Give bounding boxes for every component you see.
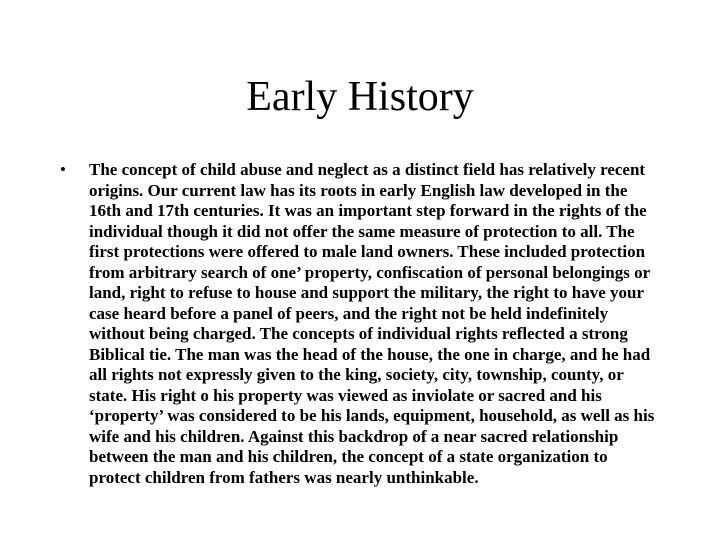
slide-title: Early History [246,74,474,120]
bullet-marker: • [60,160,66,179]
bullet-text: The concept of child abuse and neglect as a distinct field has relatively recent origins. Our current law has its roots in early English law developed in the 16th and 17th centuries. It was an important step forward in the rights of the individual though it did not offer the same measure of protection to all. The first protections were offered to male land owners. These included protection from arbitrary search of one’ property, confiscation of personal belongings or land, right to refuse to house and support the military, the right to have your case heard before a panel of peers, and the right not be held indefinitely without being charged. The concepts of individual rights reflected a strong Biblical tie. The man was the head of the house, the one in charge, and he had all rights not expressly given to the king, society, city, township, county, or state. His right o his property was viewed as inviolate or sacred and his ‘property’ was considered to be his lands, equipment, household, as well as his wife and his children. Against this backdrop of a near sacred relationship between the man and his children, the concept of a state organization to protect children from fathers was nearly unthinkable. [89,160,655,487]
bullet-item [60,160,660,488]
bullet-list [60,160,660,488]
